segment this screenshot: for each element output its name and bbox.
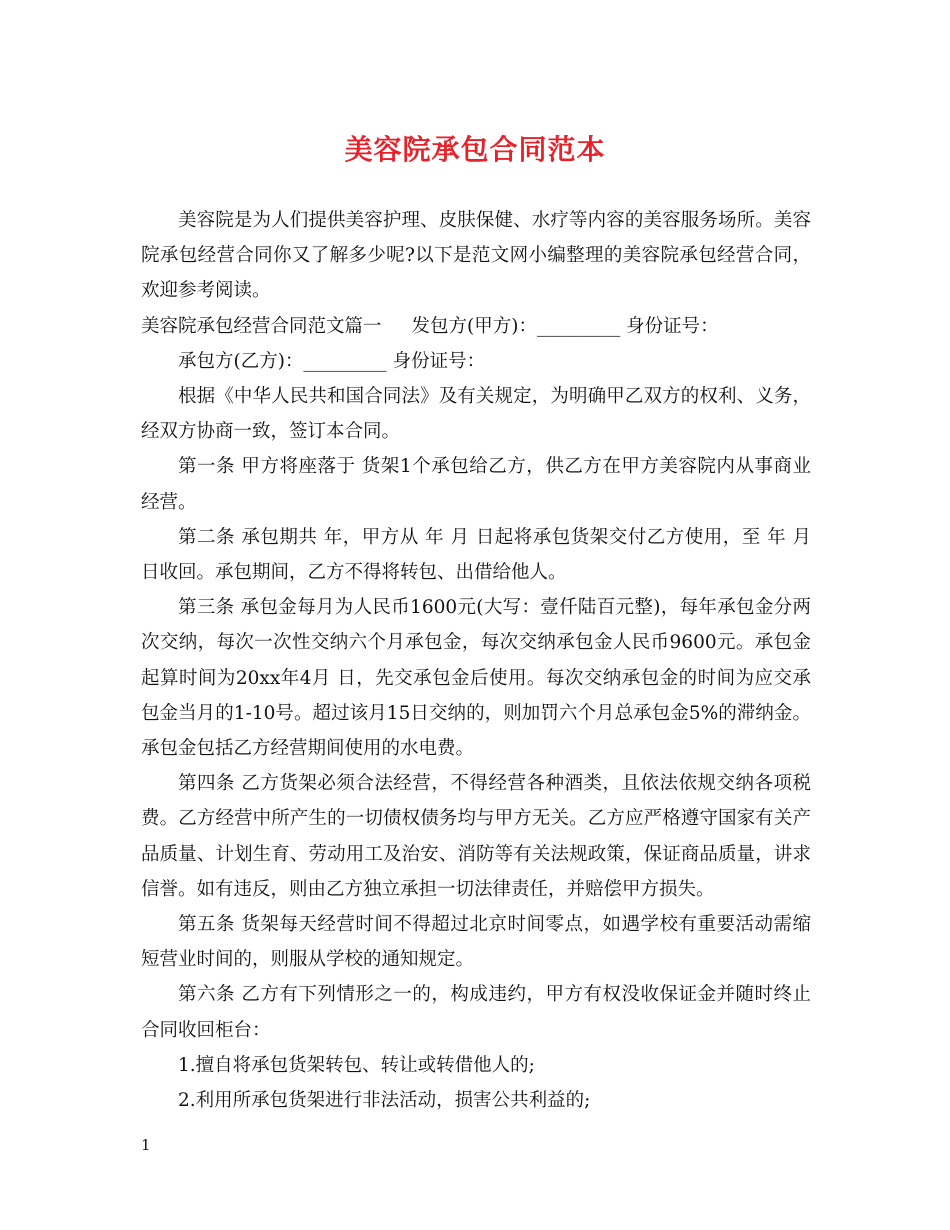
intro-paragraph: 美容院是为人们提供美容护理、皮肤保健、水疗等内容的美容服务场所。美容院承包经营合同你又了解多少呢?以下是范文网小编整理的美容院承包经营合同，欢迎参考阅读。 (141, 210, 811, 302)
basis-paragraph: 根据《中华人民共和国合同法》及有关规定，为明确甲乙双方的权利、义务，经双方协商一致，签订本合同。 (141, 386, 811, 443)
article-5: 第五条 货架每天经营时间不得超过北京时间零点，如遇学校有重要活动需缩短营业时间的，则服从学校的通知规定。 (141, 914, 811, 971)
article-2: 第二条 承包期共 年，甲方从 年 月 日起将承包货架交付乙方使用，至 年 月 日收回。承包期间，乙方不得将转包、出借给他人。 (141, 526, 811, 584)
article-1: 第一条 甲方将座落于 货架1个承包给乙方，供乙方在甲方美容院内从事商业经营。 (141, 456, 811, 513)
document-body (141, 203, 811, 1118)
party-b-line: 承包方(乙方)：_________ 身份证号： (178, 350, 486, 372)
party-a-line: 发包方(甲方)：_________ 身份证号： (411, 315, 719, 337)
contract-heading-line (141, 309, 811, 344)
page-number: 1 (141, 1136, 151, 1154)
article-3: 第三条 承包金每月为人民币1600元(大写：壹仟陆百元整)，每年承包金分两次交纳，每次一次性交纳六个月承包金，每次交纳承包金人民币9600元。承包金起算时间为20xx年4月 日，先交承包金后使用。每次交纳承包金的时间为应交承包金当月的1-10号。超过该月15日交纳的，则加罚六个月总承包金5%的滞纳金。承包金包括乙方经营期间使用的水电费。 (141, 597, 811, 760)
list-item: 1.擅自将承包货架转包、转让或转借他人的; (178, 1054, 535, 1076)
article-6: 第六条 乙方有下列情形之一的，构成违约，甲方有权没收保证金并随时终止合同收回柜台： (141, 984, 811, 1041)
contract-heading: 美容院承包经营合同范文篇一 (141, 315, 382, 337)
document-title: 美容院承包合同范本 (344, 133, 606, 166)
article-4: 第四条 乙方货架必须合法经营，不得经营各种酒类，且依法依规交纳各项税费。乙方经营中所产生的一切债权债务均与甲方无关。乙方应严格遵守国家有关产品质量、计划生育、劳动用工及治安、消防等有关法规政策，保证商品质量，讲求信誉。如有违反，则由乙方独立承担一切法律责任，并赔偿甲方损失。 (141, 773, 811, 900)
list-item: 2.利用所承包货架进行非法活动，损害公共利益的; (178, 1090, 591, 1112)
